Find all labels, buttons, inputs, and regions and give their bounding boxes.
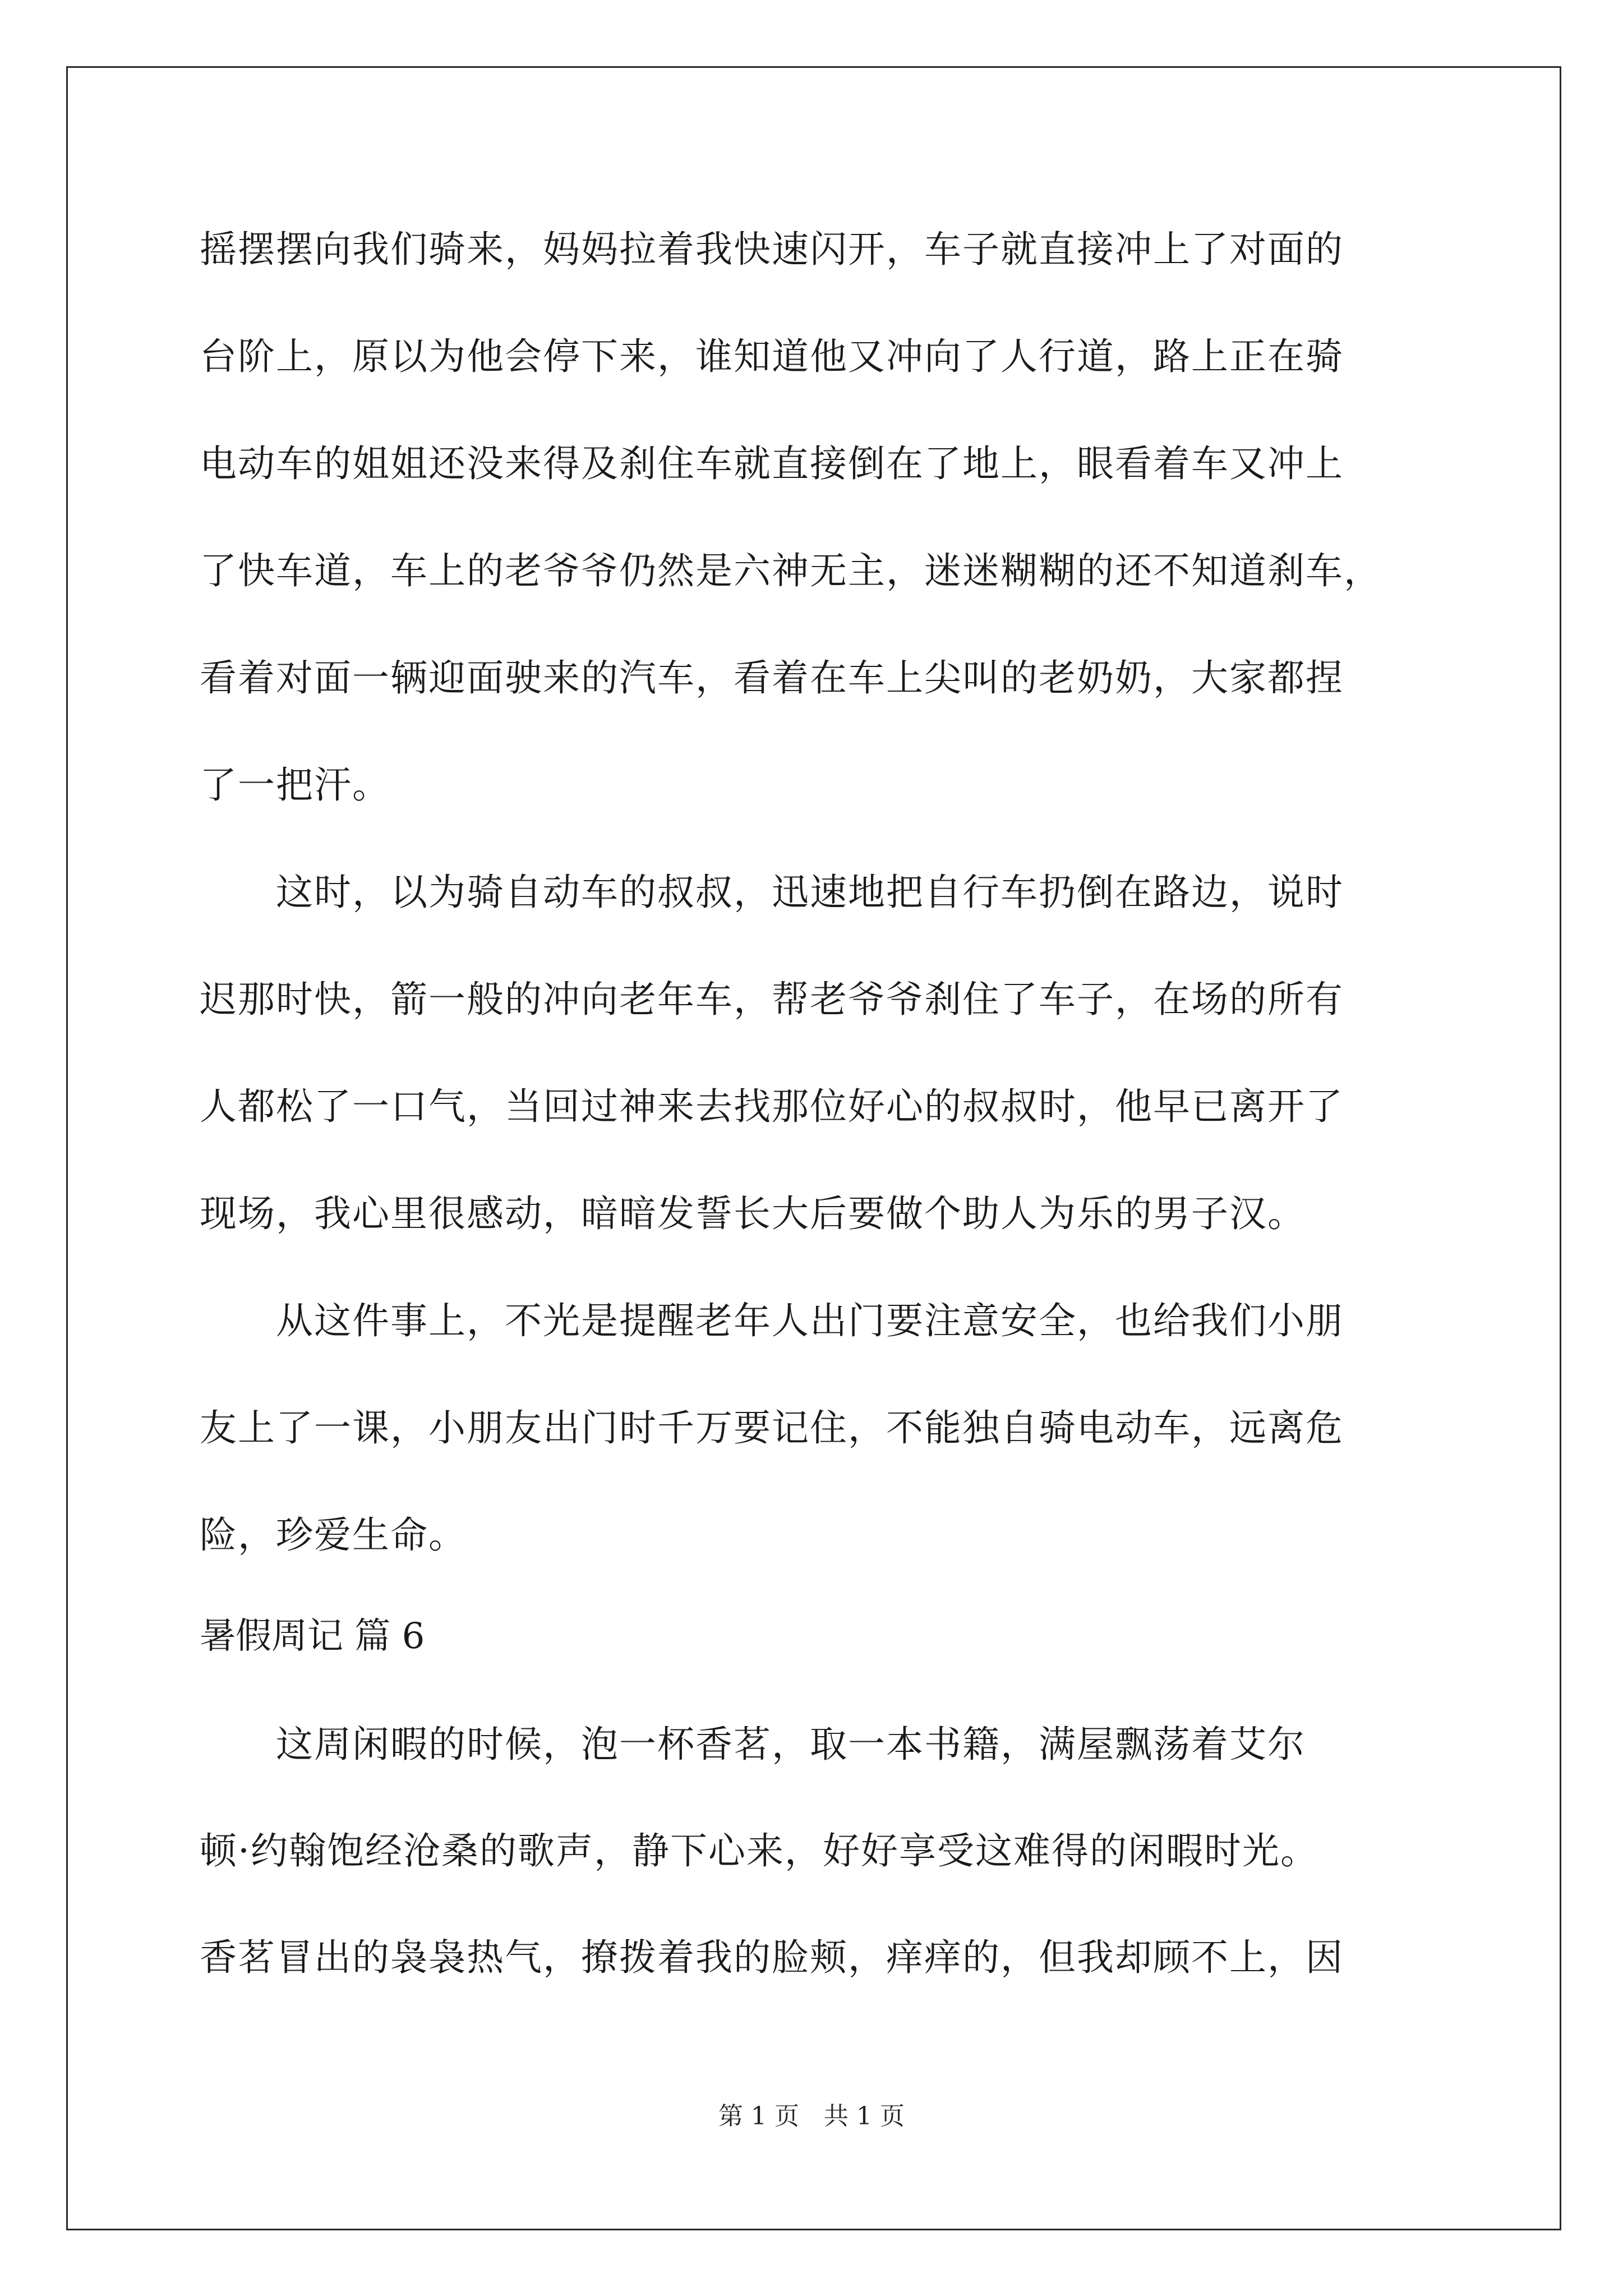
text-line: 人都松了一口气，当回过神来去找那位好心的叔叔时，他早已离开了 bbox=[200, 1085, 1344, 1128]
text-line: 险，珍爱生命。 bbox=[200, 1513, 467, 1557]
text-line: 台阶上，原以为他会停下来，谁知道他又冲向了人行道，路上正在骑 bbox=[200, 335, 1344, 378]
text-line: 摇摆摆向我们骑来，妈妈拉着我快速闪开，车子就直接冲上了对面的 bbox=[200, 228, 1344, 271]
text-line: 迟那时快，箭一般的冲向老年车，帮老爷爷刹住了车子，在场的所有 bbox=[200, 978, 1344, 1021]
text-line: 从这件事上，不光是提醒老年人出门要注意安全，也给我们小朋 bbox=[200, 1299, 1344, 1342]
page-footer: 第 1 页 共 1 页 bbox=[718, 2102, 905, 2131]
text-line: 这周闲暇的时候，泡一杯香茗，取一本书籍，满屋飘荡着艾尔 bbox=[200, 1723, 1306, 1766]
text-line: 电动车的姐姐还没来得及刹住车就直接倒在了地上，眼看着车又冲上 bbox=[200, 442, 1344, 485]
text-line: 顿·约翰饱经沧桑的歌声，静下心来，好好享受这难得的闲暇时光。 bbox=[200, 1829, 1318, 1872]
page-border bbox=[66, 66, 1561, 2230]
text-line: 了一把汗。 bbox=[200, 763, 390, 807]
text-line: 现场，我心里很感动，暗暗发誓长大后要做个助人为乐的男子汉。 bbox=[200, 1192, 1306, 1235]
text-line: 香茗冒出的袅袅热气，撩拨着我的脸颊，痒痒的，但我却顾不上，因 bbox=[200, 1936, 1344, 1979]
text-line: 友上了一课，小朋友出门时千万要记住，不能独自骑电动车，远离危 bbox=[200, 1406, 1344, 1450]
text-line: 了快车道，车上的老爷爷仍然是六神无主，迷迷糊糊的还不知道刹车， bbox=[200, 549, 1382, 592]
text-line: 看着对面一辆迎面驶来的汽车，看着在车上尖叫的老奶奶，大家都捏 bbox=[200, 656, 1344, 700]
section-heading: 暑假周记 篇 6 bbox=[200, 1616, 425, 1657]
text-line: 这时，以为骑自动车的叔叔，迅速地把自行车扔倒在路边，说时 bbox=[200, 871, 1344, 914]
